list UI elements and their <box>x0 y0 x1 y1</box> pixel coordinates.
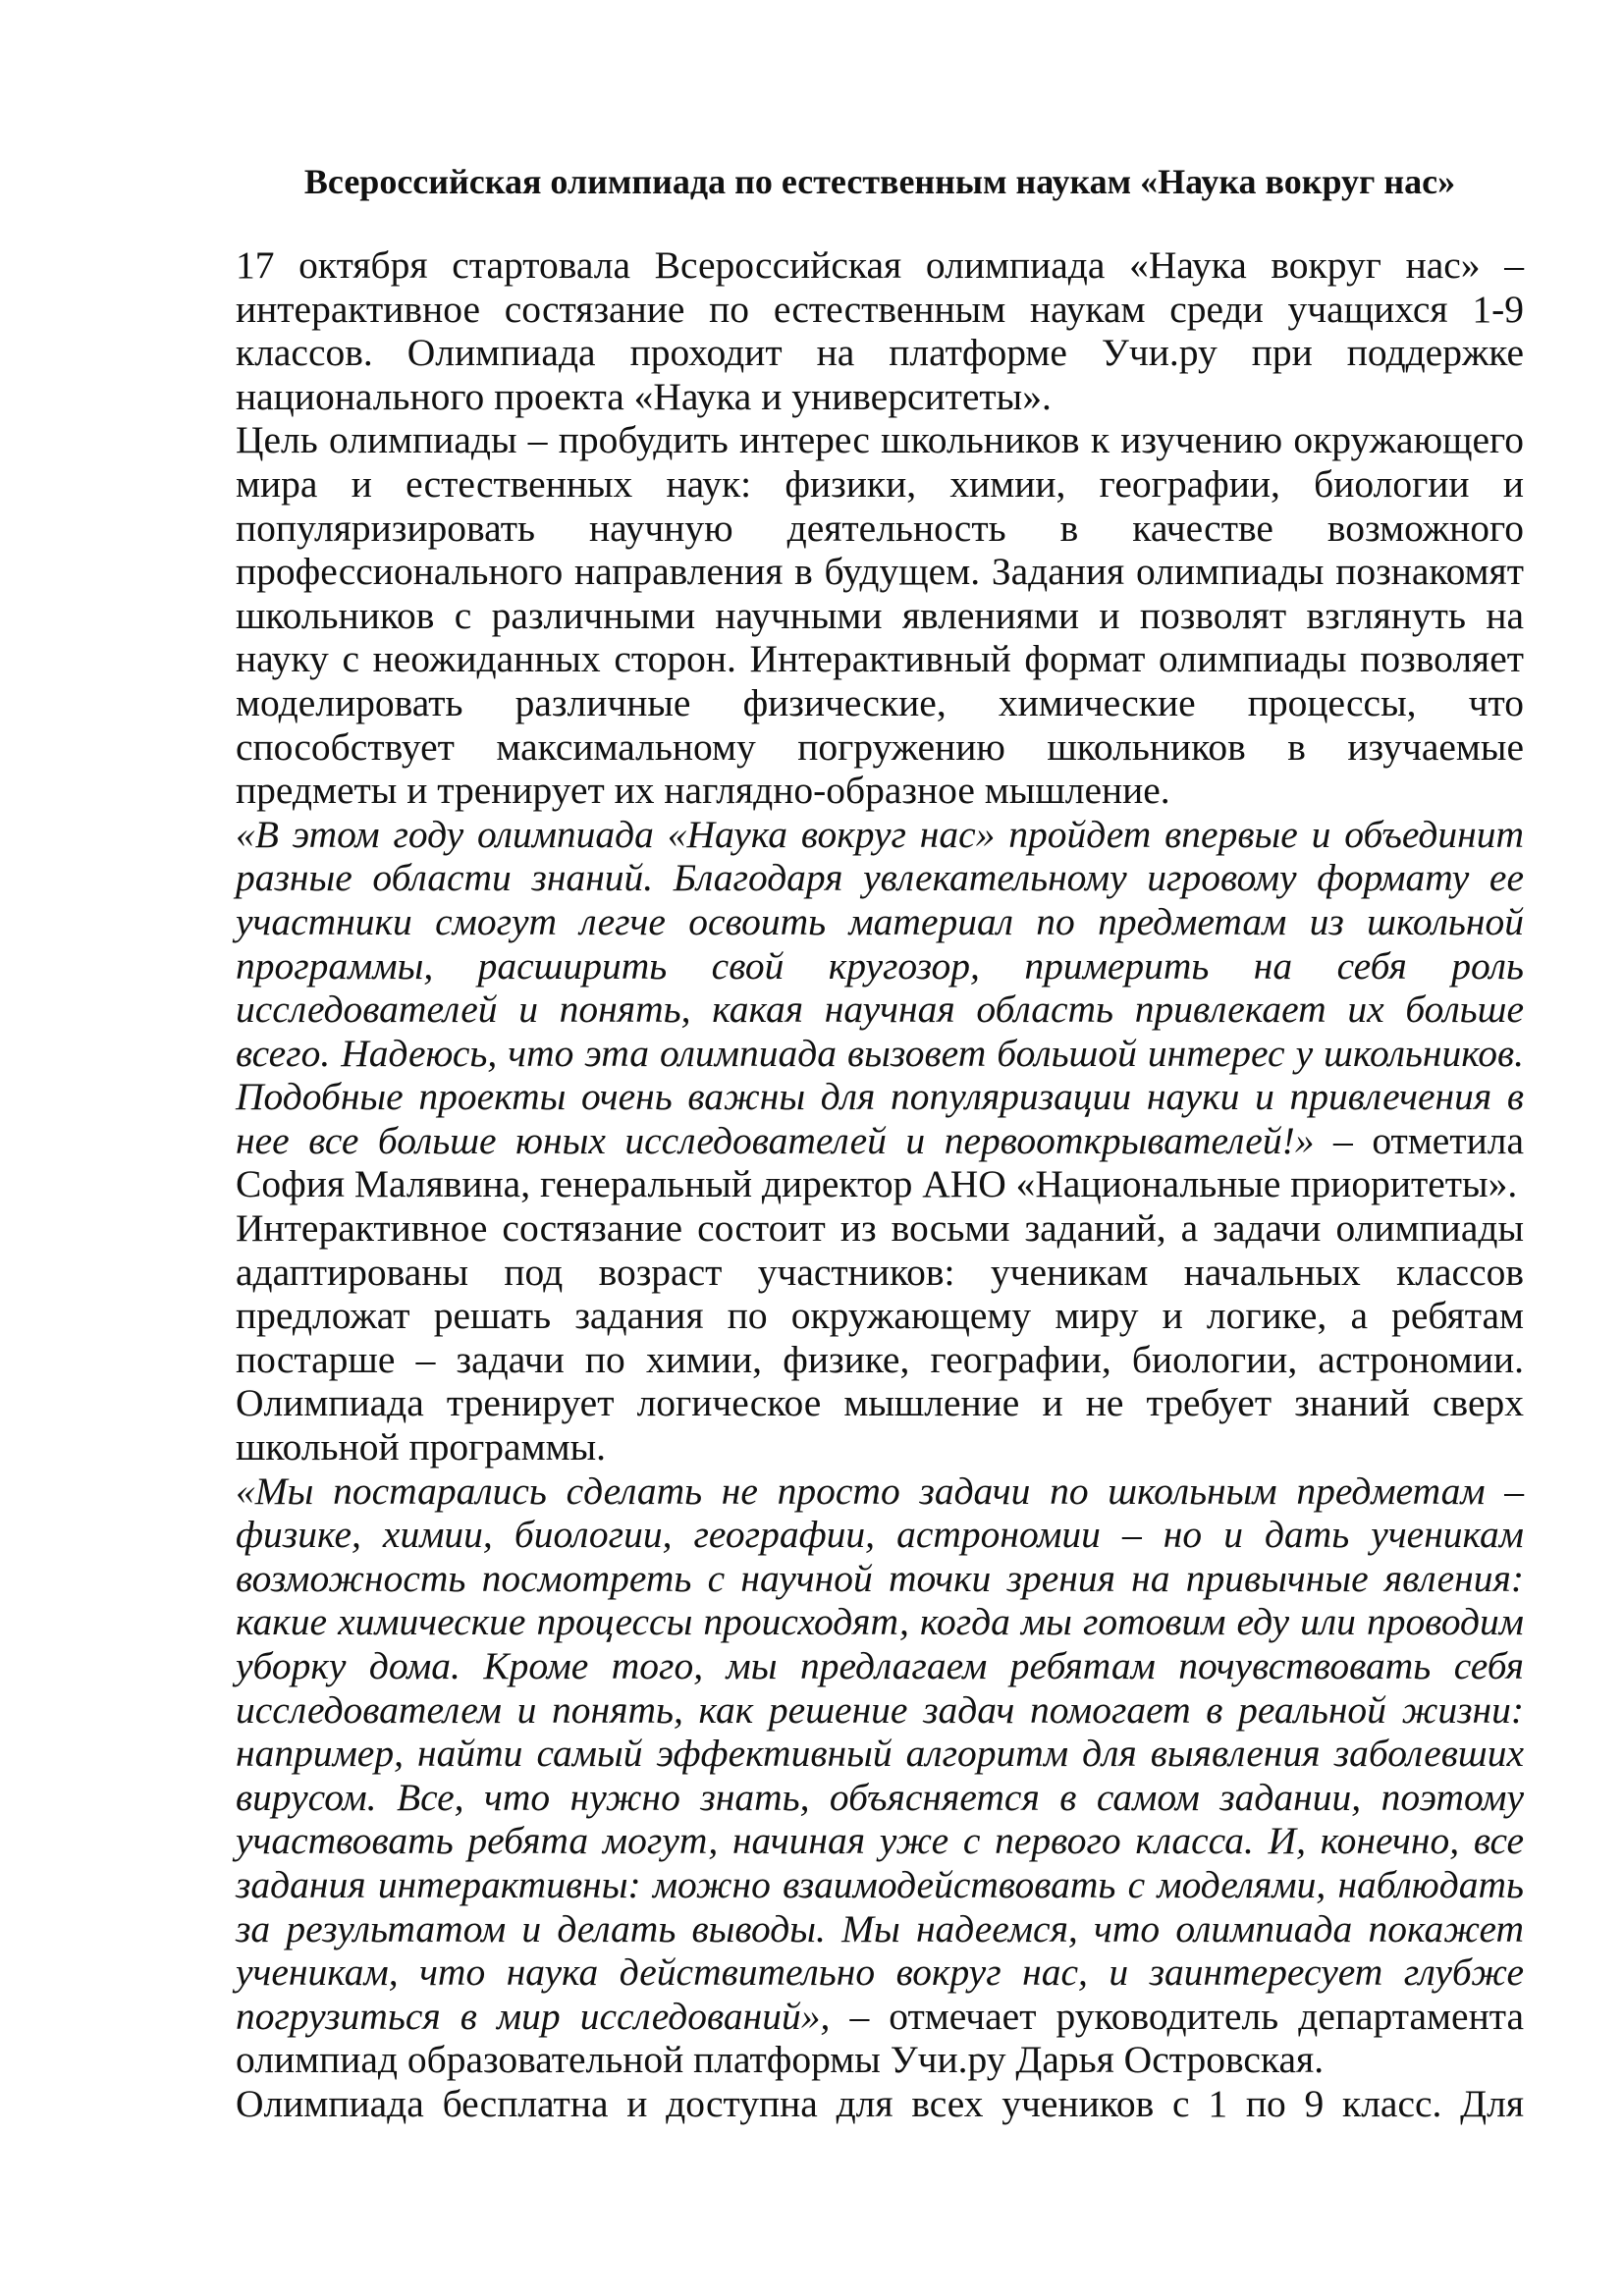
paragraph-free-access: Олимпиада бесплатна и доступна для всех учеников с 1 по 9 класс. Для <box>236 2081 1524 2125</box>
paragraph-quote-ostrovskaya <box>236 1469 1524 2082</box>
document-body <box>236 243 1524 2126</box>
paragraph-intro: 17 октября стартовала Всероссийская олимпиада «Наука вокруг нас» – интерактивное состязание по естественным наукам среди учащихся 1-9 классов. Олимпиада проходит на платформе Учи.ру при поддержке национального проекта «Наука и университеты». <box>236 243 1524 418</box>
quote-malyavina: «В этом году олимпиада «Наука вокруг нас» пройдет впервые и объединит разные области знаний. Благодаря увлекательному игровому формату ее участники смогут легче освоить материал по предметам из школьной программы, расширить свой кругозор, примерить на себя роль исследователей и понять, какая научная область привлекает их больше всего. Надеюсь, что эта олимпиада вызовет большой интерес у школьников. Подобные проекты очень важны для популяризации науки и привлечения в нее все больше юных исследователей и первооткрывателей!» <box>236 812 1524 1162</box>
paragraph-tasks: Интерактивное состязание состоит из восьми заданий, а задачи олимпиады адаптированы под возраст участников: ученикам начальных классов предложат решать задания по окружающему миру и логике, а ребятам постарше – задачи по химии, физике, географии, биологии, астрономии. Олимпиада тренирует логическое мышление и не требует знаний сверх школьной программы. <box>236 1206 1524 1469</box>
attribution-malyavina: – отметила София Малявина, генеральный директор АНО «Национальные приоритеты». <box>236 1118 1524 1206</box>
paragraph-goal: Цель олимпиады – пробудить интерес школьников к изучению окружающего мира и естественных наук: физики, химии, географии, биологии и популяризировать научную деятельность в качестве возможного профессионального направления в будущем. Задания олимпиады познакомят школьников с различными научными явлениями и позволят взглянуть на науку с неожиданных сторон. Интерактивный формат олимпиады позволяет моделировать различные физические, химические процессы, что способствует максимальному погружению школьников в изучаемые предметы и тренирует их наглядно-образное мышление. <box>236 418 1524 813</box>
document-title: Всероссийская олимпиада по естественным наукам «Наука вокруг нас» <box>303 162 1456 201</box>
paragraph-quote-malyavina <box>236 813 1524 1206</box>
attribution-ostrovskaya: – отмечает руководитель департамента олимпиад образовательной платформы Учи.ру Дарья Островская. <box>236 1994 1525 2082</box>
quote-ostrovskaya: «Мы постарались сделать не просто задачи по школьным предметам – физике, химии, биологии, географии, астрономии – но и дать ученикам возможность посмотреть с научной точки зрения на привычные явления: какие химические процессы происходят, когда мы готовим еду или проводим уборку дома. Кроме того, мы предлагаем ребятам почувствовать себя исследователем и понять, как решение задач помогает в реальной жизни: например, найти самый эффективный алгоритм для выявления заболевших вирусом. Все, что нужно знать, объясняется в самом задании, поэтому участвовать ребята могут, начиная уже с первого класса. И, конечно, все задания интерактивны: можно взаимодействовать с моделями, наблюдать за результатом и делать выводы. Мы надеемся, что олимпиада покажет ученикам, что наука действительно вокруг нас, и заинтересует глубже погрузиться в мир исследований», <box>236 1468 1524 2038</box>
